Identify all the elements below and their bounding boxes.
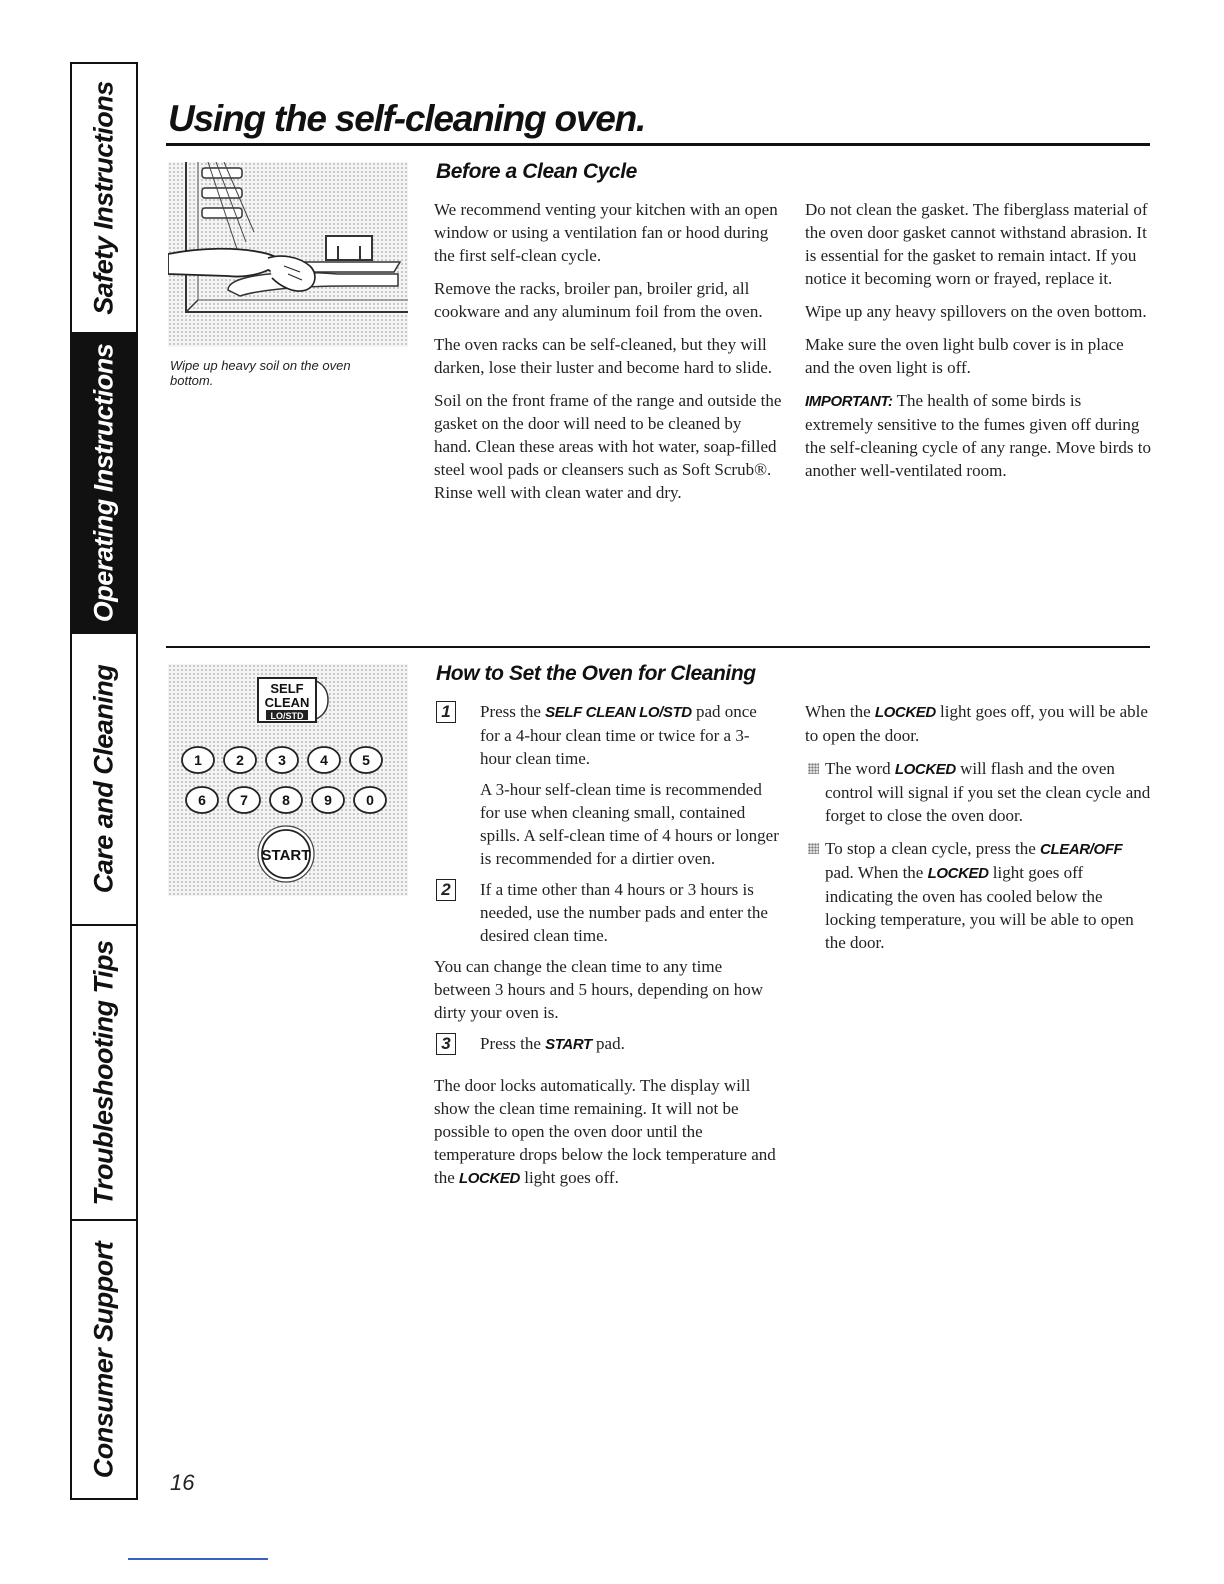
number-pad-8: 8 bbox=[282, 792, 290, 808]
paragraph: The oven racks can be self-cleaned, but they will darken, lose their luster and become hard to slide. bbox=[434, 335, 772, 377]
keyword-start: START bbox=[545, 1036, 592, 1053]
paragraph: Remove the racks, broiler pan, broiler grid, all cookware and any aluminum foil from the oven. bbox=[434, 279, 763, 321]
step-text: If a time other than 4 hours or 3 hours is needed, use the number pads and enter the desired clean time. bbox=[480, 880, 768, 945]
step-text: Press the START pad. bbox=[480, 1034, 625, 1053]
before-clean-left-column bbox=[434, 198, 782, 514]
oven-wipe-illustration bbox=[168, 162, 408, 347]
tab-safety-instructions[interactable] bbox=[72, 64, 136, 334]
keyword-locked: LOCKED bbox=[894, 761, 956, 778]
page-number: 16 bbox=[170, 1470, 195, 1495]
how-to-right-column bbox=[805, 700, 1151, 964]
step-number-box: 1 bbox=[436, 701, 456, 723]
paragraph: We recommend venting your kitchen with an open window or using a ventilation fan or hood during the first self-clean cycle. bbox=[434, 200, 778, 265]
number-pad-6: 6 bbox=[198, 792, 206, 808]
paragraph: Wipe up any heavy spillovers on the oven bottom. bbox=[805, 302, 1147, 321]
self-clean-pad-line2: CLEAN bbox=[264, 695, 310, 710]
tab-label: Troubleshooting Tips bbox=[88, 940, 119, 1205]
step-number-box: 3 bbox=[436, 1033, 456, 1055]
number-pad-0: 0 bbox=[366, 792, 374, 808]
number-pad-5: 5 bbox=[362, 752, 370, 768]
section-tabs-sidebar bbox=[70, 62, 138, 1500]
self-clean-pad-line1: SELF bbox=[270, 681, 304, 696]
page-title: Using the self-cleaning oven. bbox=[168, 98, 646, 139]
section-divider bbox=[166, 646, 1150, 648]
figure-caption: Wipe up heavy soil on the oven bottom. bbox=[170, 358, 351, 388]
paragraph: Make sure the oven light bulb cover is in place and the oven light is off. bbox=[805, 335, 1124, 377]
how-to-left-column bbox=[434, 700, 780, 1200]
bullet-item: To stop a clean cycle, press the CLEAR/OFF pad. When the LOCKED light goes off indicating the oven has cooled below the locking temperature, you will be able to open the door. bbox=[805, 837, 1151, 954]
footer-rule bbox=[128, 1558, 268, 1560]
important-text: The health of some birds is extremely sensitive to the fumes given off during the self-cleaning cycle of any range. Move birds to another well-ventilated room. bbox=[805, 391, 1152, 480]
keypad-drawing bbox=[168, 664, 408, 896]
tab-label: Operating Instructions bbox=[88, 343, 119, 623]
step-number-box: 2 bbox=[436, 879, 456, 901]
keyword-locked: LOCKED bbox=[874, 704, 936, 721]
paragraph: Do not clean the gasket. The fiberglass material of the oven door gasket cannot withstand abrasion. It is essential for the gasket to remain intact. If you notice it becoming worn or frayed, replace it. bbox=[805, 200, 1148, 288]
control-keypad-illustration bbox=[168, 664, 408, 896]
bullet-square-icon bbox=[808, 843, 819, 854]
paragraph: Soil on the front frame of the range and outside the gasket on the door will need to be cleaned by hand. Clean these areas with hot water, soap-filled steel wool pads or cleansers such as Soft Scrub®. Rinse well with clean water and dry. bbox=[434, 391, 782, 502]
bullet-item: The word LOCKED will flash and the oven control will signal if you set the clean cycle and forget to close the oven door. bbox=[805, 757, 1151, 827]
oven-wipe-drawing bbox=[168, 162, 408, 347]
section-heading-before-clean: Before a Clean Cycle bbox=[436, 160, 637, 183]
number-pad-9: 9 bbox=[324, 792, 332, 808]
section-heading-how-to-set: How to Set the Oven for Cleaning bbox=[436, 662, 756, 685]
number-pad-7: 7 bbox=[240, 792, 248, 808]
important-paragraph bbox=[805, 389, 1151, 482]
tab-operating-instructions[interactable] bbox=[72, 334, 136, 634]
paragraph: The door locks automatically. The display will show the clean time remaining. It will not be possible to open the oven door until the temperature drops below the lock temperature and the LOCKED light goes off. bbox=[434, 1076, 776, 1187]
tab-label: Care and Cleaning bbox=[88, 664, 119, 894]
number-pad-3: 3 bbox=[278, 752, 286, 768]
step-1 bbox=[434, 700, 780, 870]
step-text: Press the SELF CLEAN LO/STD pad once for a 4-hour clean time or twice for a 3-hour clean time. bbox=[480, 702, 757, 768]
step-note: A 3-hour self-clean time is recommended for use when cleaning small, contained spills. A self-clean time of 4 hours or longer is recommended for a dirtier oven. bbox=[480, 780, 779, 868]
number-pad-2: 2 bbox=[236, 752, 244, 768]
keyword-self-clean: SELF CLEAN LO/STD bbox=[545, 704, 692, 721]
keyword-clear-off: CLEAR/OFF bbox=[1040, 841, 1123, 858]
important-label: IMPORTANT: bbox=[805, 393, 893, 410]
tab-consumer-support[interactable] bbox=[72, 1221, 136, 1498]
tab-label: Consumer Support bbox=[88, 1241, 119, 1478]
paragraph: When the LOCKED light goes off, you will be able to open the door. bbox=[805, 702, 1148, 745]
title-divider bbox=[166, 143, 1150, 146]
tab-label: Safety Instructions bbox=[88, 81, 119, 315]
self-clean-pad-line3: LO/STD bbox=[270, 711, 304, 721]
before-clean-right-column bbox=[805, 198, 1151, 492]
tab-troubleshooting-tips[interactable] bbox=[72, 926, 136, 1221]
step-2 bbox=[434, 878, 780, 947]
tab-care-and-cleaning[interactable] bbox=[72, 634, 136, 926]
paragraph: You can change the clean time to any time between 3 hours and 5 hours, depending on how dirty your oven is. bbox=[434, 957, 764, 1022]
number-pad-1: 1 bbox=[194, 752, 202, 768]
start-pad-label: START bbox=[261, 847, 311, 864]
keyword-locked: LOCKED bbox=[927, 865, 989, 882]
bullet-square-icon bbox=[808, 763, 819, 774]
step-3 bbox=[434, 1032, 780, 1056]
number-pad-4: 4 bbox=[320, 752, 328, 768]
keyword-locked: LOCKED bbox=[459, 1170, 520, 1187]
